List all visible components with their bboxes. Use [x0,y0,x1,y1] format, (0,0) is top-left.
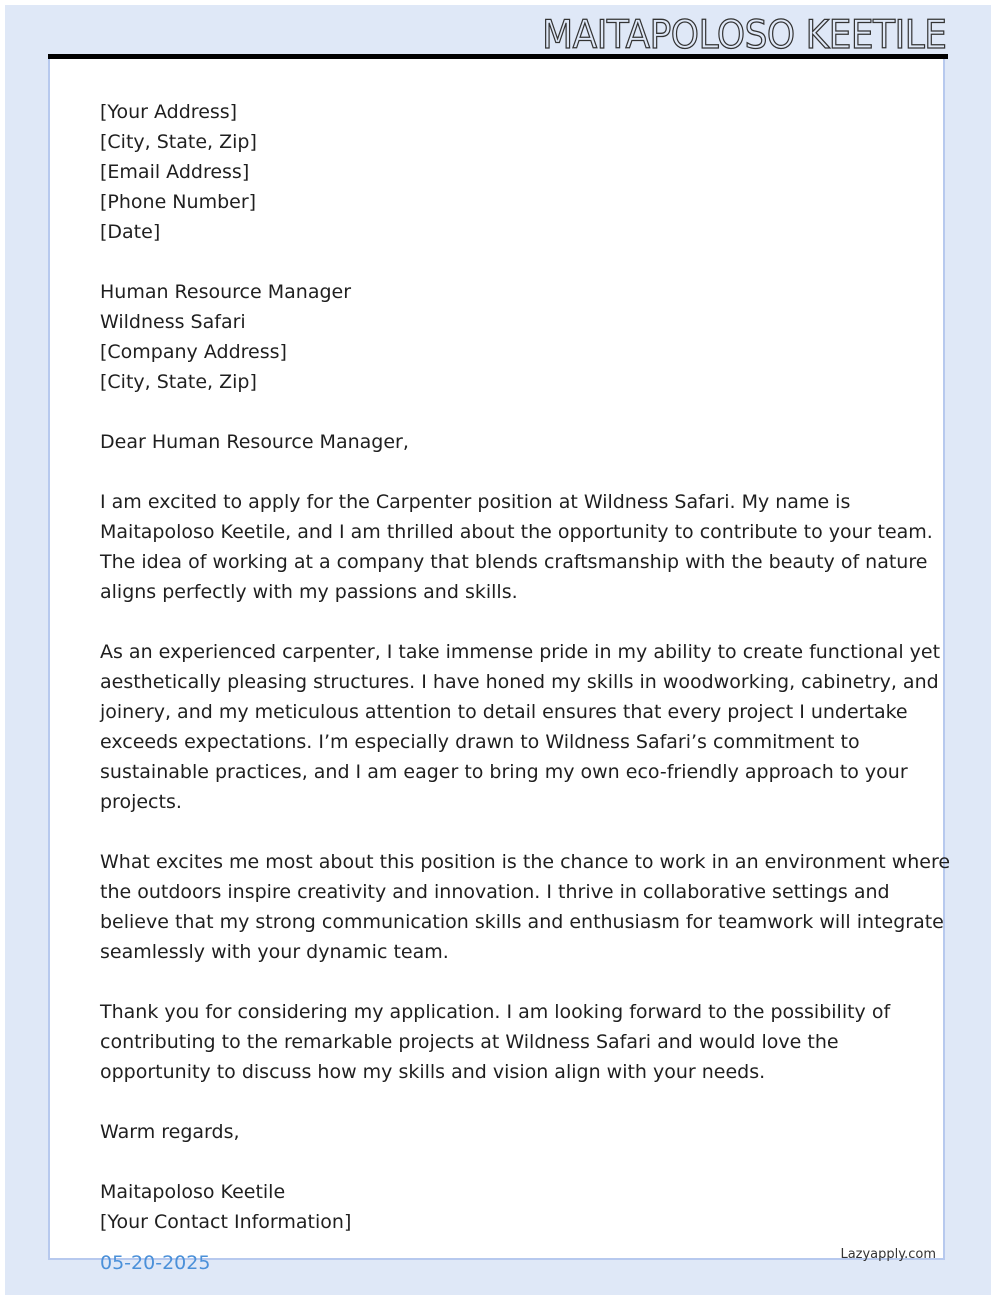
letter-body [100,97,951,1237]
paragraph-line: sustainable practices, and I am eager to bring my own eco-friendly approach to your [100,761,908,783]
paragraph-line: believe that my strong communication skills and enthusiasm for teamwork will integrate [100,911,944,933]
spacer [100,607,900,637]
spacer [100,397,900,427]
spacer [100,457,900,487]
paragraph-line: seamlessly with your dynamic team. [100,941,449,963]
spacer [100,1147,900,1177]
recipient-city-state-zip: [City, State, Zip] [100,371,257,393]
sender-city-state-zip: [City, State, Zip] [100,131,257,153]
paragraph-line: exceeds expectations. I’m especially drawn to Wildness Safari’s commitment to [100,731,860,753]
paragraph-line: I am excited to apply for the Carpenter position at Wildness Safari. My name is [100,491,851,513]
paragraph-line: aligns perfectly with my passions and skills. [100,581,518,603]
paragraph-line: As an experienced carpenter, I take immense pride in my ability to create functional yet [100,641,941,663]
salutation: Dear Human Resource Manager, [100,431,409,453]
footer-date: 05-20-2025 [100,1252,211,1274]
spacer [100,1087,900,1117]
spacer [100,967,900,997]
paragraph-line: opportunity to discuss how my skills and vision align with your needs. [100,1061,766,1083]
paragraph-line: aesthetically pleasing structures. I have honed my skills in woodworking, cabinetry, and [100,671,939,693]
sender-phone: [Phone Number] [100,191,257,213]
sender-email: [Email Address] [100,161,250,183]
signature-contact: [Your Contact Information] [100,1211,352,1233]
sender-date: [Date] [100,221,161,243]
recipient-address: [Company Address] [100,341,287,363]
paragraph-line: Thank you for considering my application. I am looking forward to the possibility of [100,1001,891,1023]
spacer [100,817,900,847]
site-watermark: Lazyapply.com [840,1247,936,1262]
closing: Warm regards, [100,1121,240,1143]
paragraph-3 [100,847,951,967]
applicant-name-header: MAITAPOLOSO KEETILE [541,13,946,58]
signature-name: Maitapoloso Keetile [100,1181,286,1203]
paragraph-line: the outdoors inspire creativity and innovation. I thrive in collaborative settings and [100,881,890,903]
paragraph-4 [100,997,900,1087]
spacer [100,247,900,277]
paragraph-line: projects. [100,791,182,813]
paragraph-2 [100,637,941,817]
paragraph-line: Maitapoloso Keetile, and I am thrilled about the opportunity to contribute to your team. [100,521,933,543]
paragraph-line: joinery, and my meticulous attention to detail ensures that every project I undertake [100,701,908,723]
recipient-title: Human Resource Manager [100,281,352,303]
paragraph-line: What excites me most about this position is the chance to work in an environment where [100,851,951,873]
recipient-company: Wildness Safari [100,311,246,333]
sender-address: [Your Address] [100,101,238,123]
paragraph-line: The idea of working at a company that blends craftsmanship with the beauty of nature [100,551,928,573]
paragraph-line: contributing to the remarkable projects at Wildness Safari and would love the [100,1031,839,1053]
paragraph-1 [100,487,933,607]
